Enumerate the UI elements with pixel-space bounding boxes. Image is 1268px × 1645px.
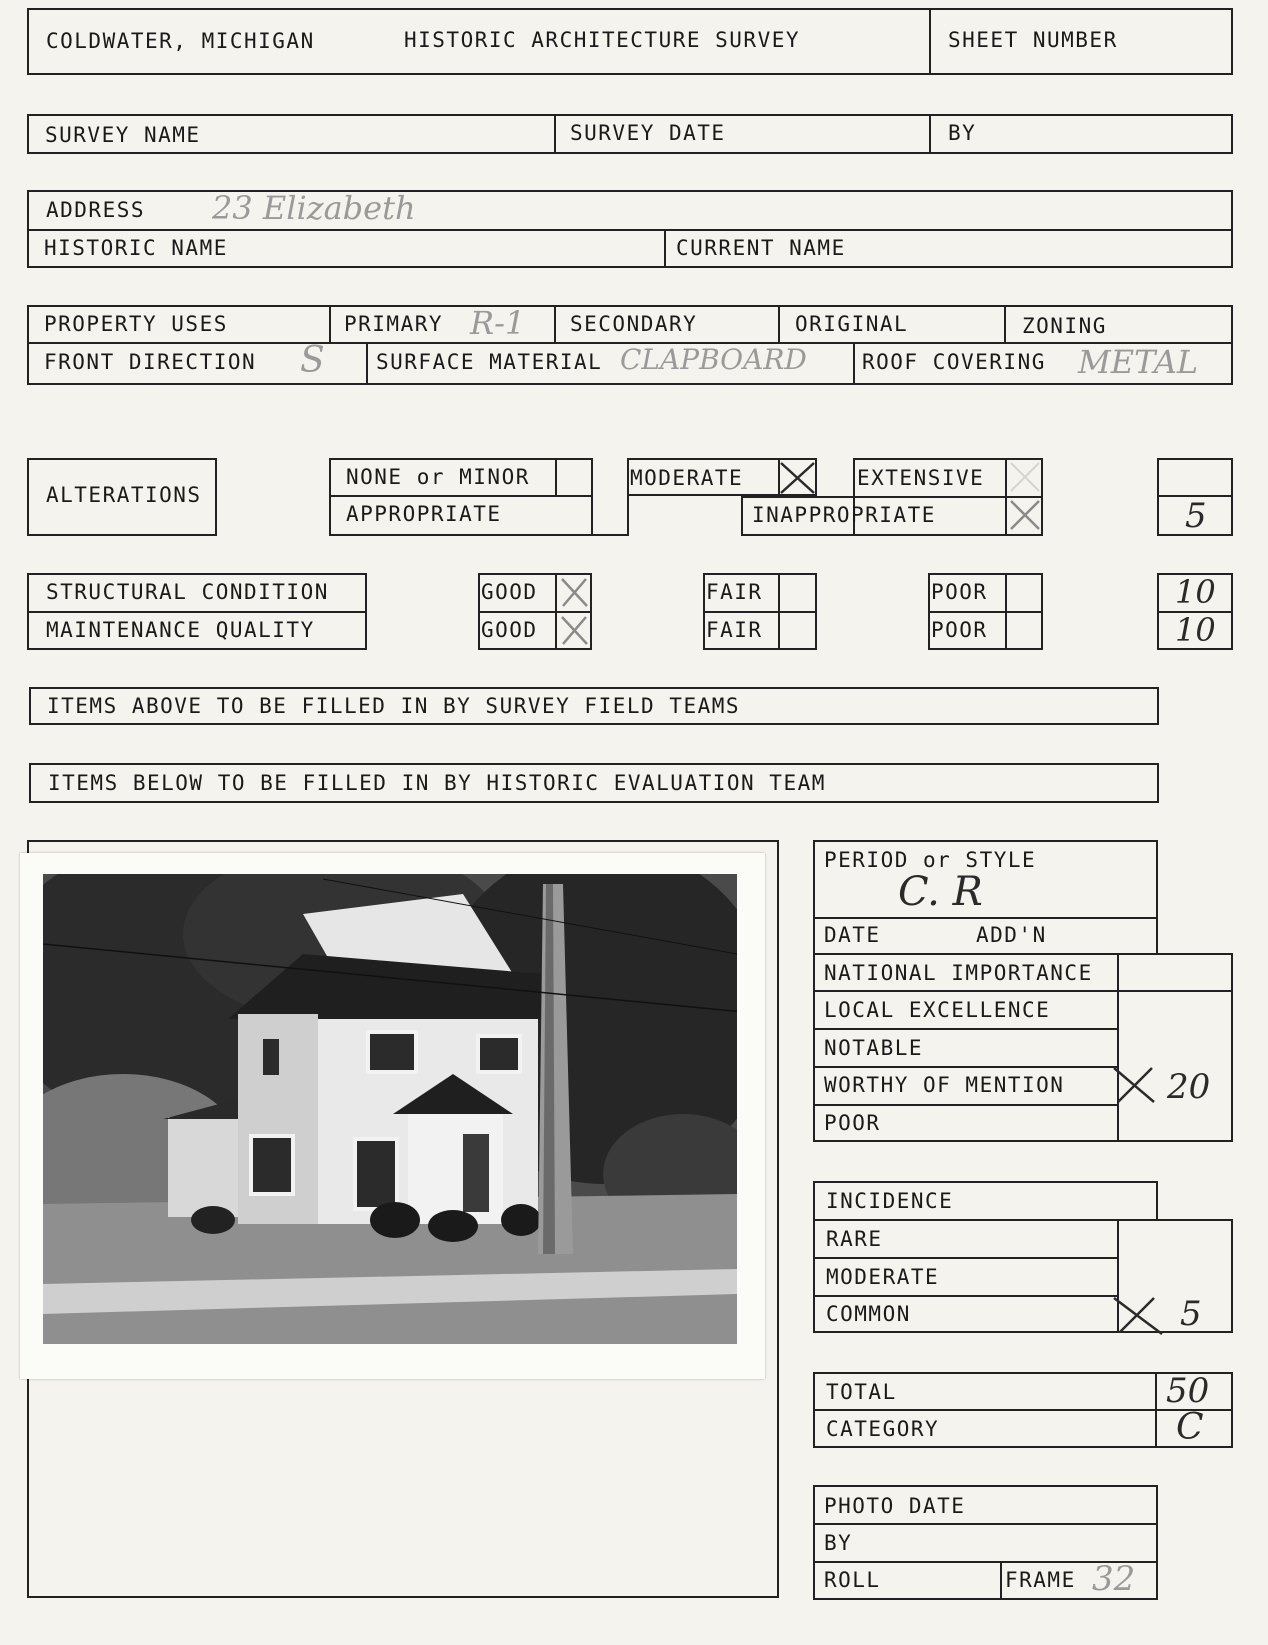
incidence-line-2 <box>813 1295 1117 1297</box>
survey-divider-1 <box>554 114 556 154</box>
structural-good-label: GOOD <box>481 580 538 604</box>
frame-value: 32 <box>1092 1559 1136 1599</box>
photo-by-label: BY <box>824 1531 853 1555</box>
alterations-connector <box>593 534 629 536</box>
property-div-5 <box>366 342 368 385</box>
extensive-line <box>741 496 1043 498</box>
roll-label: ROLL <box>824 1568 881 1592</box>
incidence-label: INCIDENCE <box>826 1189 954 1213</box>
header-survey-title: HISTORIC ARCHITECTURE SURVEY <box>404 28 801 52</box>
importance-line-3 <box>813 1066 1117 1068</box>
none-minor-label: NONE or MINOR <box>346 465 530 489</box>
alterations-none-checkline <box>555 458 557 495</box>
banner-above-text: ITEMS ABOVE TO BE FILLED IN BY SURVEY FIELD TEAMS <box>47 694 741 718</box>
primary-value: R-1 <box>470 304 526 342</box>
rare-label: RARE <box>826 1227 883 1251</box>
property-div-1 <box>329 305 331 342</box>
period-style-label: PERIOD or STYLE <box>824 848 1037 872</box>
header-divider <box>929 8 931 75</box>
address-value: 23 Elizabeth <box>212 189 416 227</box>
worthy-score: 20 <box>1167 1067 1211 1107</box>
date-value: ADD'N <box>976 923 1047 947</box>
importance-line-2 <box>813 1028 1117 1030</box>
moderate-x-mark <box>778 460 818 496</box>
structural-score: 10 <box>1175 573 1216 611</box>
date-label: DATE <box>824 923 881 947</box>
common-score: 5 <box>1180 1294 1202 1334</box>
survey-name-label: SURVEY NAME <box>45 123 201 147</box>
structural-good-x-mark <box>557 575 591 609</box>
photo-info-divider <box>1000 1561 1002 1600</box>
address-row-line <box>27 229 1233 231</box>
incidence-line-1 <box>813 1257 1117 1259</box>
condition-label-line <box>27 611 367 613</box>
front-direction-label: FRONT DIRECTION <box>44 350 257 374</box>
inappropriate-left-line <box>741 496 743 536</box>
poor-line <box>928 611 1043 613</box>
property-div-3 <box>778 305 780 342</box>
total-label: TOTAL <box>826 1380 897 1404</box>
moderate-label: MODERATE <box>630 466 744 490</box>
common-x-mark <box>1108 1294 1166 1336</box>
survey-by-label: BY <box>948 121 977 145</box>
maintenance-fair-label: FAIR <box>706 618 763 642</box>
maintenance-good-x-mark <box>557 613 591 647</box>
inappropriate-bottom-line <box>741 534 853 536</box>
survey-divider-2 <box>929 114 931 154</box>
extensive-faint-x-mark <box>1007 460 1043 494</box>
front-direction-value: S <box>300 340 325 381</box>
photo-info-line-1 <box>813 1523 1158 1525</box>
property-uses-label: PROPERTY USES <box>44 312 228 336</box>
total-divider <box>1155 1372 1157 1448</box>
national-importance-label: NATIONAL IMPORTANCE <box>824 961 1093 985</box>
period-date-line <box>813 917 1158 919</box>
roof-covering-label: ROOF COVERING <box>862 350 1046 374</box>
poor-check-divider <box>1005 573 1007 650</box>
importance-check-divider <box>1117 953 1119 1142</box>
incidence-moderate-label: MODERATE <box>826 1265 940 1289</box>
frame-label: FRAME <box>1005 1568 1076 1592</box>
roof-covering-value: METAL <box>1078 343 1199 381</box>
property-div-6 <box>853 342 855 385</box>
maintenance-score: 10 <box>1175 611 1216 649</box>
structural-fair-label: FAIR <box>706 580 763 604</box>
local-excellence-label: LOCAL EXCELLENCE <box>824 998 1051 1022</box>
sheet-number-label: SHEET NUMBER <box>948 28 1118 52</box>
common-label: COMMON <box>826 1302 911 1326</box>
banner-below-text: ITEMS BELOW TO BE FILLED IN BY HISTORIC EVALUATION TEAM <box>48 771 826 795</box>
alterations-label: ALTERATIONS <box>46 483 202 507</box>
maintenance-good-label: GOOD <box>481 618 538 642</box>
structural-condition-label: STRUCTURAL CONDITION <box>46 580 329 604</box>
alterations-score: 5 <box>1185 496 1207 536</box>
survey-date-label: SURVEY DATE <box>570 121 726 145</box>
moderate-drop-line <box>627 495 629 536</box>
current-name-label: CURRENT NAME <box>676 236 846 260</box>
worthy-x-mark <box>1108 1064 1160 1106</box>
house-photograph <box>43 874 737 1344</box>
property-div-2 <box>554 305 556 342</box>
surface-material-label: SURFACE MATERIAL <box>376 350 603 374</box>
surface-material-value: CLAPBOARD <box>620 343 807 376</box>
maintenance-quality-label: MAINTENANCE QUALITY <box>46 618 315 642</box>
photo-date-label: PHOTO DATE <box>824 1494 966 1518</box>
evaluation-poor-label: POOR <box>824 1111 881 1135</box>
address-divider <box>664 229 666 268</box>
inappropriate-x-mark <box>1007 498 1043 532</box>
fair-check-divider <box>778 573 780 650</box>
header-location: COLDWATER, MICHIGAN <box>46 29 315 53</box>
category-label: CATEGORY <box>826 1417 940 1441</box>
secondary-label: SECONDARY <box>570 312 698 336</box>
period-style-value: C. R <box>898 869 983 915</box>
extensive-label: EXTENSIVE <box>857 466 985 490</box>
primary-label: PRIMARY <box>344 312 444 336</box>
total-value: 50 <box>1166 1371 1210 1411</box>
inappropriate-label: INAPPROPRIATE <box>752 503 936 527</box>
structural-poor-label: POOR <box>931 580 988 604</box>
importance-line-1 <box>813 990 1233 992</box>
property-div-4 <box>1004 305 1006 342</box>
historic-name-label: HISTORIC NAME <box>44 236 228 260</box>
address-label: ADDRESS <box>46 198 146 222</box>
alterations-none-line <box>329 495 593 497</box>
worthy-of-mention-label: WORTHY OF MENTION <box>824 1073 1065 1097</box>
appropriate-label: APPROPRIATE <box>346 502 502 526</box>
fair-line <box>703 611 817 613</box>
importance-line-4 <box>813 1104 1117 1106</box>
original-label: ORIGINAL <box>795 312 909 336</box>
notable-label: NOTABLE <box>824 1036 924 1060</box>
maintenance-poor-label: POOR <box>931 618 988 642</box>
zoning-label: ZONING <box>1022 314 1107 338</box>
category-value: C <box>1176 1407 1204 1448</box>
